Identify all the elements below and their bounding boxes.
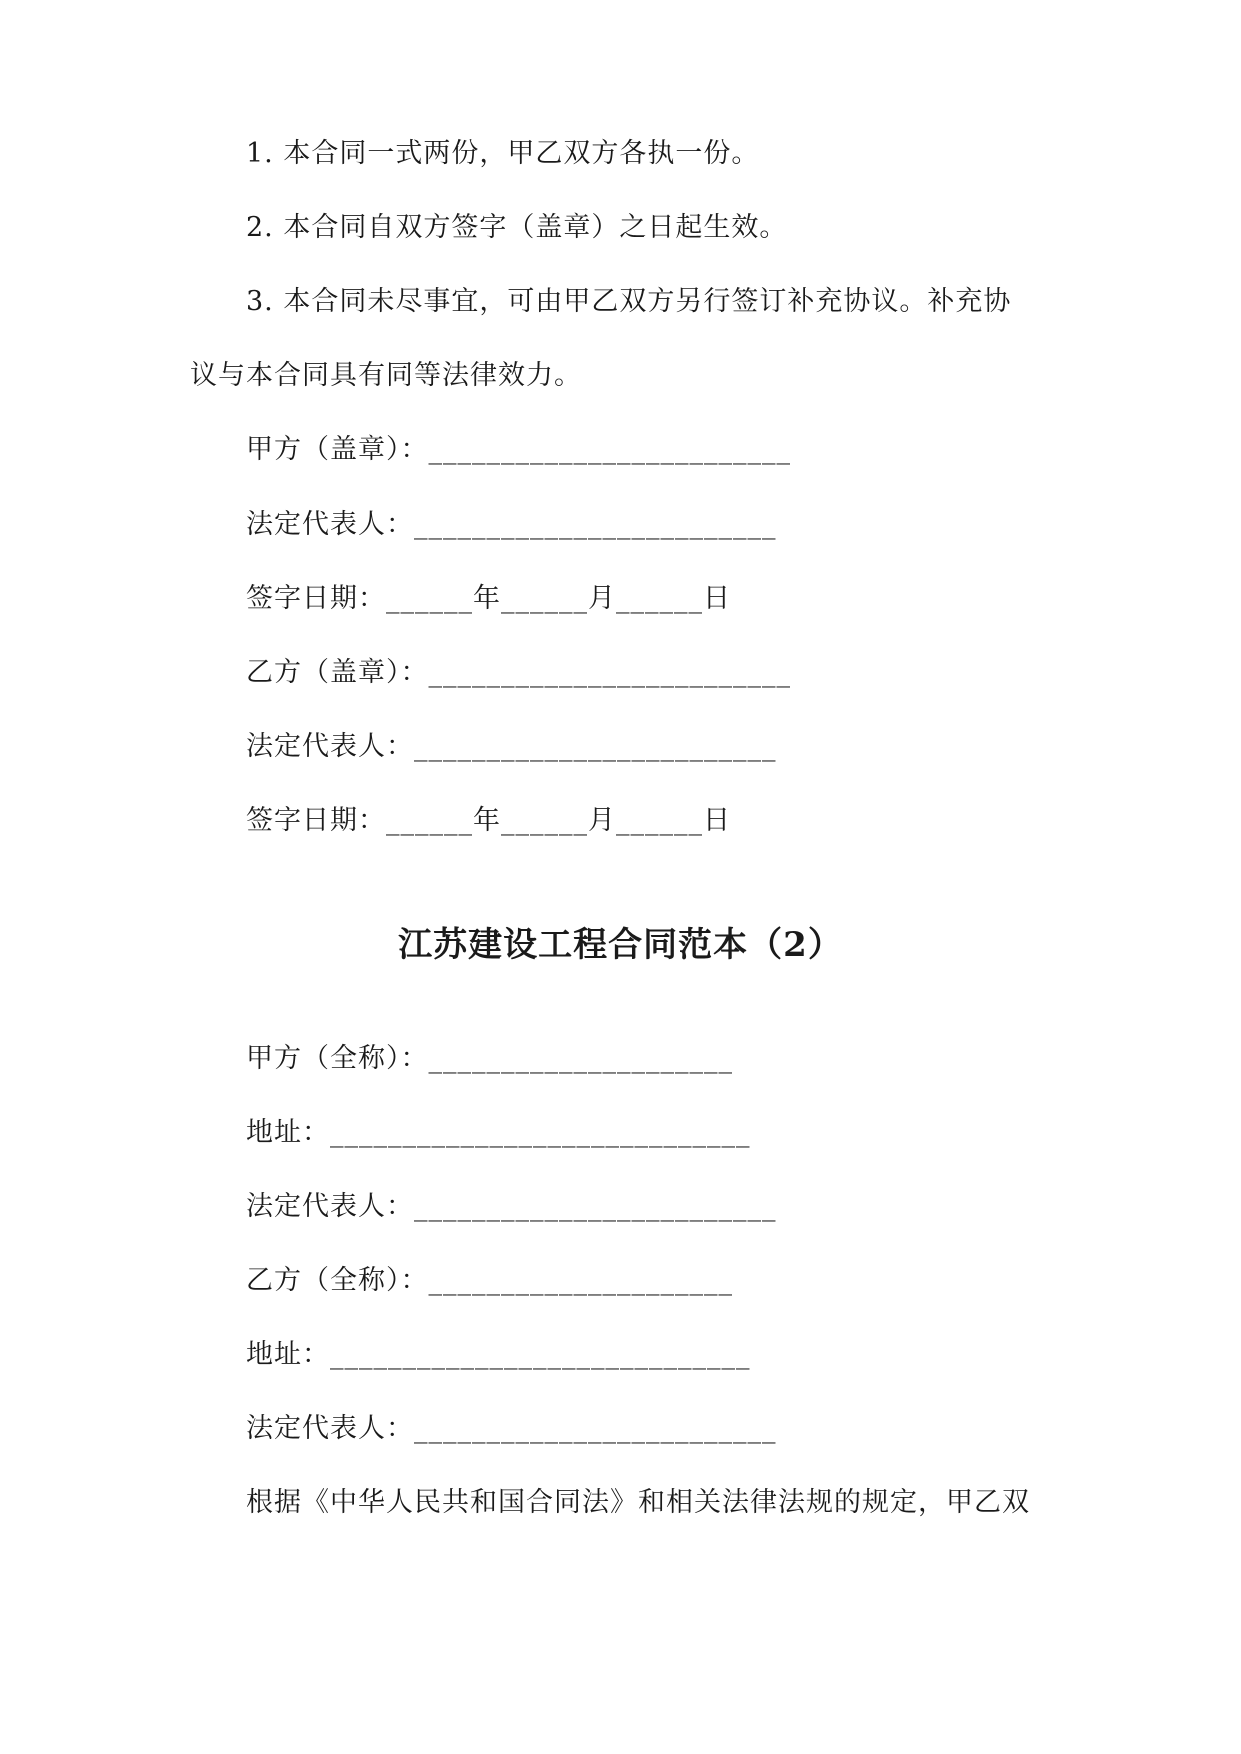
section-title: 江苏建设工程合同范本（2） — [398, 925, 843, 965]
clause-3-line-1: 3. 本合同未尽事宜，可由甲乙双方另行签订补充协议。补充协 — [246, 286, 1012, 317]
party-b-date-field: 签字日期：______年______月______日 — [246, 805, 731, 836]
party-b-rep-field-2: 法定代表人：_________________________ — [246, 1413, 777, 1444]
party-a-address-field: 地址：_____________________________ — [246, 1117, 751, 1148]
clause-2: 2. 本合同自双方签字（盖章）之日起生效。 — [246, 212, 788, 243]
party-a-rep-field: 法定代表人：_________________________ — [246, 509, 777, 540]
party-a-seal-field: 甲方（盖章）：_________________________ — [246, 434, 791, 465]
party-b-name-field: 乙方（全称）：_____________________ — [246, 1265, 733, 1296]
preamble-paragraph: 根据《中华人民共和国合同法》和相关法律法规的规定，甲乙双 — [246, 1487, 1030, 1518]
party-a-date-field: 签字日期：______年______月______日 — [246, 583, 731, 614]
party-b-seal-field: 乙方（盖章）：_________________________ — [246, 657, 791, 688]
party-a-name-field: 甲方（全称）：_____________________ — [246, 1043, 733, 1074]
party-b-rep-field: 法定代表人：_________________________ — [246, 731, 777, 762]
party-a-rep-field-2: 法定代表人：_________________________ — [246, 1191, 777, 1222]
clause-3-line-2: 议与本合同具有同等法律效力。 — [190, 360, 582, 391]
clause-1: 1. 本合同一式两份，甲乙双方各执一份。 — [246, 138, 760, 169]
party-b-address-field: 地址：_____________________________ — [246, 1339, 751, 1370]
